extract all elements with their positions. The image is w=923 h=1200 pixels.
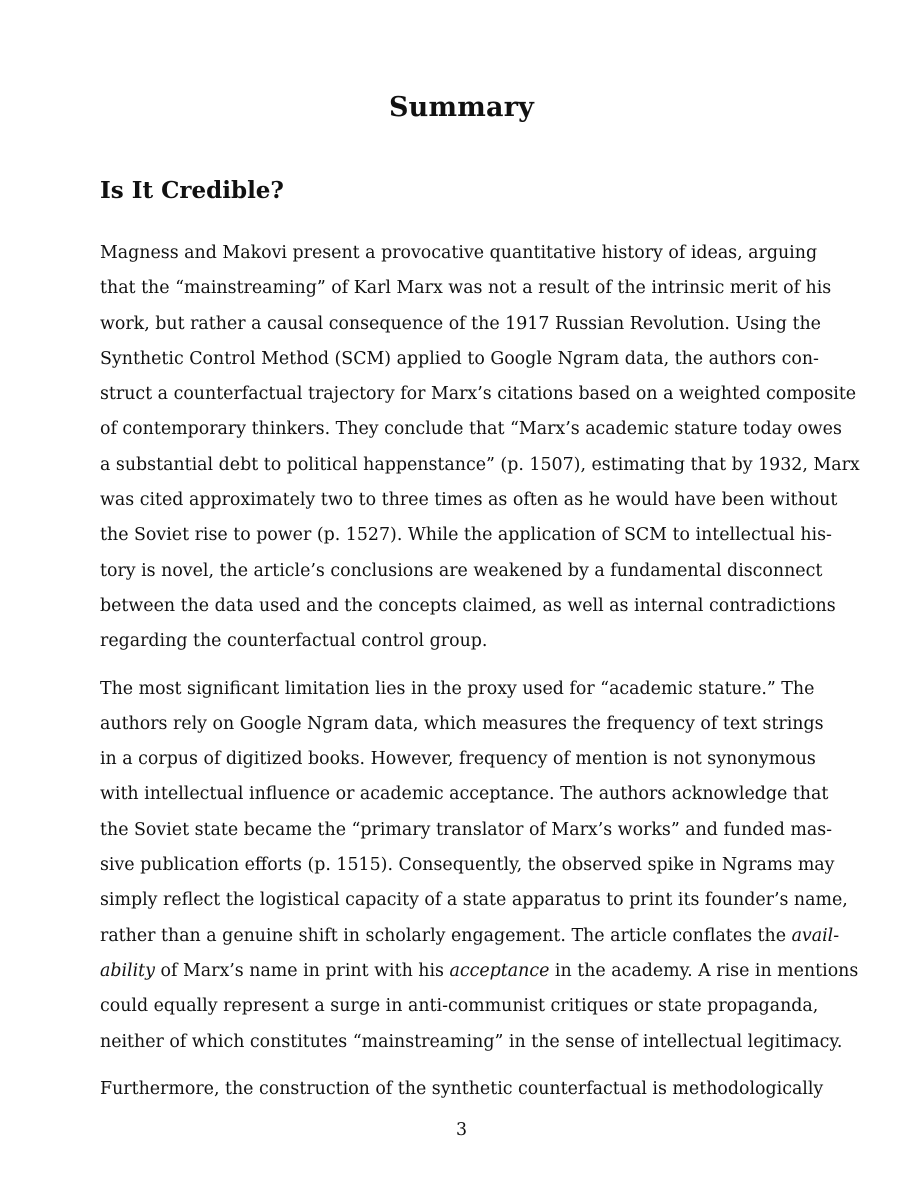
paragraph-2 [100, 672, 859, 1060]
text-line: tory is novel, the article’s conclusions are weakened by a fundamental disconnect [100, 560, 823, 581]
text-line: the Soviet state became the “primary translator of Marx’s works” and funded mas- [100, 819, 833, 840]
text-line: a substantial debt to political happenstance” (p. 1507), estimating that by 1932, Marx [100, 454, 860, 475]
paragraph-1 [100, 236, 860, 660]
text-line: regarding the counterfactual control group. [100, 631, 488, 652]
text-line [100, 954, 859, 989]
text-line: The most significant limitation lies in the proxy used for “academic stature.” The [100, 678, 815, 699]
body-text [100, 236, 860, 1107]
text-line: was cited approximately two to three times as often as he would have been without [100, 490, 838, 511]
page-title: Summary [388, 92, 535, 123]
paragraph-spacer [100, 660, 812, 672]
italic-run: acceptance [449, 960, 550, 981]
section-heading: Is It Credible? [100, 177, 284, 204]
italic-run: ability [100, 960, 155, 981]
text-line: Furthermore, the construction of the synthetic counterfactual is methodologically [100, 1078, 824, 1099]
text-line: could equally represent a surge in anti-communist critiques or state propaganda, [100, 996, 819, 1017]
text-line: the Soviet rise to power (p. 1527). While the application of SCM to intellectual his- [100, 525, 832, 546]
text-run: in the academy. A rise in mentions [549, 960, 859, 981]
text-line: struct a counterfactual trajectory for Marx’s citations based on a weighted composite [100, 384, 857, 405]
page-number: 3 [455, 1120, 468, 1140]
text-line: work, but rather a causal consequence of the 1917 Russian Revolution. Using the [100, 313, 821, 334]
text-line [100, 919, 840, 954]
text-line: that the “mainstreaming” of Karl Marx was not a result of the intrinsic merit of his [100, 278, 832, 299]
text-line: neither of which constitutes “mainstreaming” in the sense of intellectual legitimacy. [100, 1031, 843, 1052]
text-line: with intellectual influence or academic acceptance. The authors acknowledge that [100, 784, 829, 805]
text-line: in a corpus of digitized books. However, frequency of mention is not synonymous [100, 749, 816, 770]
text-run: of Marx’s name in print with his [155, 960, 450, 981]
paragraph-3 [100, 1072, 824, 1107]
text-line: of contemporary thinkers. They conclude that “Marx’s academic stature today owes [100, 419, 842, 440]
text-line: between the data used and the concepts claimed, as well as internal contradictions [100, 595, 836, 616]
text-line: authors rely on Google Ngram data, which measures the frequency of text strings [100, 713, 824, 734]
text-line: simply reflect the logistical capacity of a state apparatus to print its founder’s name, [100, 890, 848, 911]
text-line: Synthetic Control Method (SCM) applied to Google Ngram data, the authors con- [100, 348, 819, 369]
paragraph-spacer [100, 1060, 812, 1072]
text-line: Magness and Makovi present a provocative quantitative history of ideas, arguing [100, 243, 818, 263]
text-line: sive publication efforts (p. 1515). Consequently, the observed spike in Ngrams may [100, 855, 835, 876]
text-run: rather than a genuine shift in scholarly engagement. The article conflates the [100, 925, 787, 946]
italic-run: avail- [791, 925, 840, 946]
